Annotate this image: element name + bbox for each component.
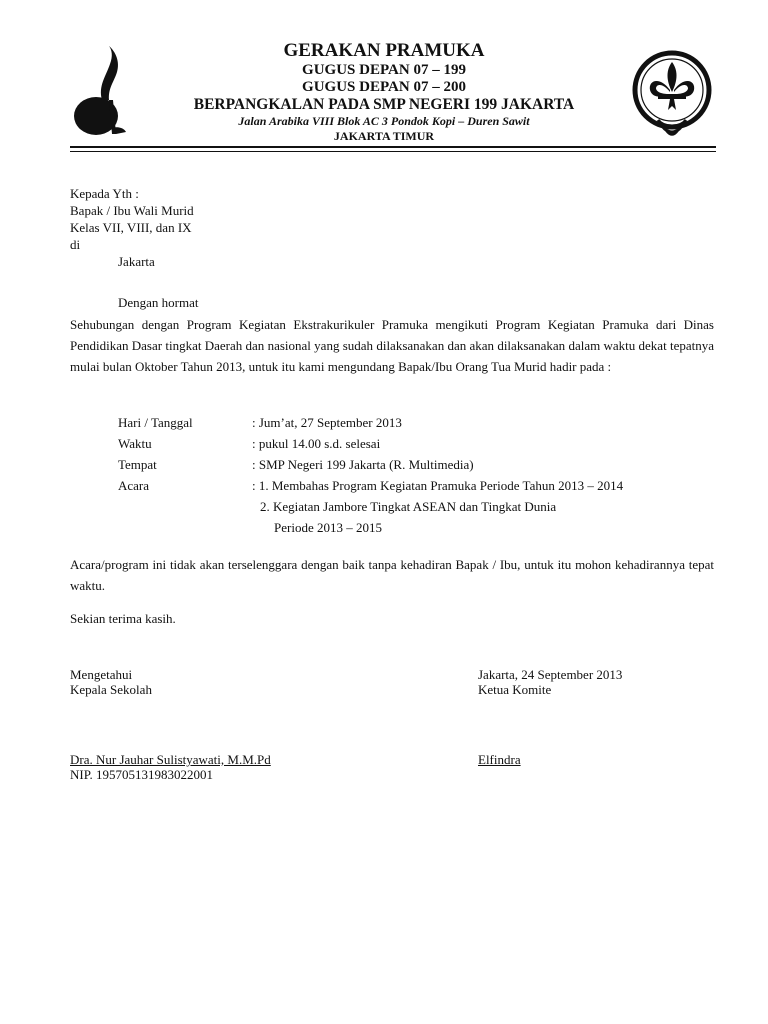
closing: Sekian terima kasih.: [70, 611, 176, 626]
right-place-date: Jakarta, 24 September 2013: [478, 667, 623, 682]
header-rule-thin: [70, 151, 716, 152]
agenda-item-2: 2. Kegiatan Jambore Tingkat ASEAN dan Tingkat Dunia: [260, 499, 557, 514]
agenda-item-1: : 1. Membahas Program Kegiatan Pramuka Periode Tahun 2013 – 2014: [252, 478, 624, 493]
city: JAKARTA TIMUR: [333, 129, 435, 143]
right-title: Ketua Komite: [478, 682, 552, 697]
unit-1: GUGUS DEPAN 07 – 199: [302, 62, 466, 78]
header-rule-thick: [70, 146, 716, 148]
org-name: GERAKAN PRAMUKA: [283, 40, 485, 61]
tunas-kelapa-logo-icon: [68, 42, 130, 142]
day-value: : Jum’at, 27 September 2013: [252, 415, 402, 430]
time-label: Waktu: [118, 436, 152, 451]
greeting: Dengan hormat: [118, 295, 199, 310]
recipient-line-1: Kepada Yth :: [70, 186, 139, 201]
address: Jalan Arabika VIII Blok AC 3 Pondok Kopi – Duren Sawit: [238, 114, 530, 128]
left-nip: NIP. 195705131983022001: [70, 767, 214, 782]
left-title: Kepala Sekolah: [70, 682, 152, 697]
recipient-line-4: di: [70, 237, 81, 252]
recipient-line-2: Bapak / Ibu Wali Murid: [70, 203, 194, 218]
place-label: Tempat: [118, 457, 157, 472]
recipient-line-3: Kelas VII, VIII, dan IX: [70, 220, 192, 235]
day-label: Hari / Tanggal: [118, 415, 193, 430]
right-signatory-name: Elfindra: [478, 752, 521, 767]
base-school: BERPANGKALAN PADA SMP NEGERI 199 JAKARTA: [193, 96, 575, 113]
time-value: : pukul 14.00 s.d. selesai: [252, 436, 381, 451]
intro-paragraph: Sehubungan dengan Program Kegiatan Ekstrakurikuler Pramuka mengikuti Program Kegiatan Pramuka dari Dinas Pendidikan Dasar tingkat Daerah dan nasional yang sudah dilaksanakan dan akan dilaksanakan dalam waktu dekat tepatnya mulai bulan Oktober Tahun 2013, untuk itu kami mengundang Bapak/Ibu Orang Tua Murid hadir pada :: [70, 317, 714, 374]
recipient-line-5: Jakarta: [118, 254, 155, 269]
place-value: : SMP Negeri 199 Jakarta (R. Multimedia): [252, 457, 474, 472]
left-acknowledge: Mengetahui: [70, 667, 133, 682]
scout-emblem-logo-icon: [632, 50, 712, 138]
unit-2: GUGUS DEPAN 07 – 200: [302, 79, 466, 95]
left-signatory-name: Dra. Nur Jauhar Sulistyawati, M.M.Pd: [70, 752, 271, 767]
attendance-paragraph: Acara/program ini tidak akan terselenggara dengan baik tanpa kehadiran Bapak / Ibu, untuk itu mohon kehadirannya tepat waktu.: [70, 557, 714, 593]
letterhead: [150, 40, 618, 144]
agenda-item-2-period: Periode 2013 – 2015: [274, 520, 382, 535]
agenda-label: Acara: [118, 478, 150, 493]
